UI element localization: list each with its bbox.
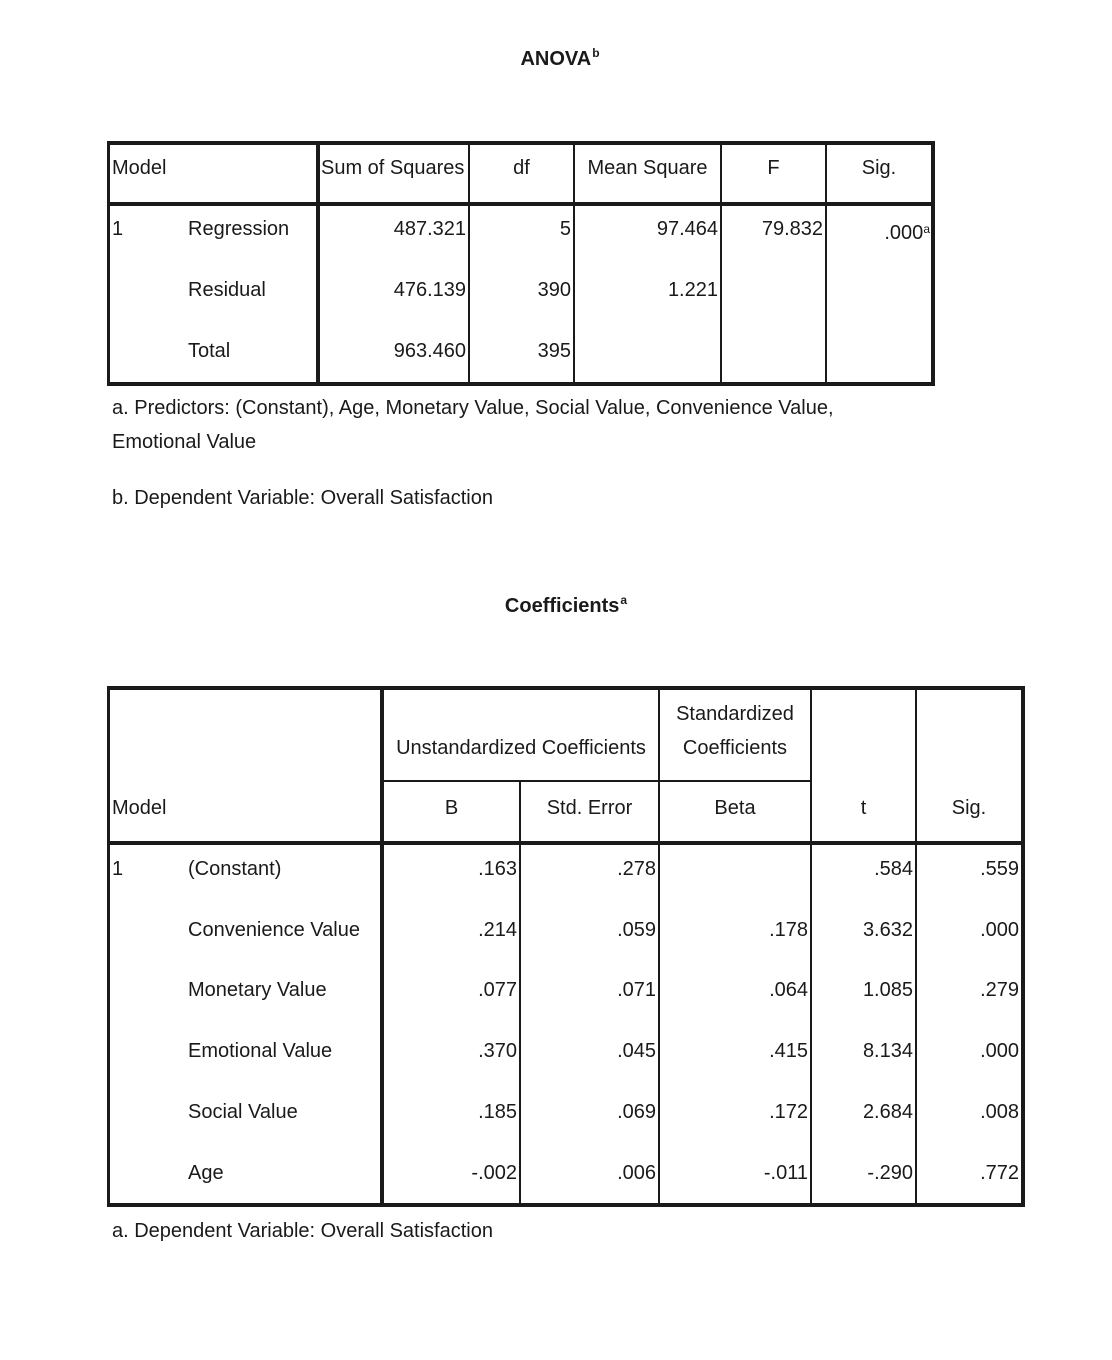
coef-cell-se: .045: [617, 1040, 656, 1062]
coef-cell-se: .059: [617, 919, 656, 941]
anova-row-label: Total: [188, 340, 231, 362]
coef-cell-t: .584: [874, 858, 913, 880]
coef-row-label: Emotional Value: [188, 1040, 333, 1062]
coef-cell-t: -.290: [867, 1162, 913, 1184]
coef-cell-se: .278: [617, 858, 656, 880]
coef-header-b: B: [444, 797, 459, 819]
anova-sig-value: .000: [884, 222, 924, 244]
coef-cell-b: .077: [478, 979, 517, 1001]
coef-bottom-border: [107, 1203, 1025, 1207]
anova-cell-df: 395: [537, 340, 571, 362]
anova-cell-df: 5: [559, 218, 571, 240]
coefficients-title-text: Coefficients: [504, 595, 620, 617]
coef-cell-beta: .172: [769, 1101, 808, 1123]
coef-cell-se: .069: [617, 1101, 656, 1123]
anova-row-label: Regression: [188, 218, 290, 240]
coef-header-std-error: Std. Error: [546, 797, 633, 819]
anova-header-ms: Mean Square: [587, 157, 708, 179]
coef-cell-se: .071: [617, 979, 656, 1001]
coef-cell-b: .370: [478, 1040, 517, 1062]
coef-cell-sig: .008: [980, 1101, 1019, 1123]
anova-header-sig: Sig.: [861, 157, 897, 179]
coef-cell-beta: .415: [769, 1040, 808, 1062]
coef-col-divider: [658, 686, 660, 1207]
anova-cell-ss: 963.460: [393, 340, 466, 362]
coef-row-label: Monetary Value: [188, 979, 327, 1001]
anova-header-model: Model: [112, 157, 167, 179]
anova-title-text: ANOVA: [520, 48, 592, 70]
coef-cell-b: .163: [478, 858, 517, 880]
coef-cell-se: .006: [617, 1162, 656, 1184]
coef-row-label: Convenience Value: [188, 919, 360, 941]
coef-cell-sig: .559: [980, 858, 1019, 880]
anova-footnote-b: b. Dependent Variable: Overall Satisfaction: [112, 487, 493, 509]
anova-model-number: 1: [112, 218, 124, 240]
coef-header-t: t: [860, 797, 867, 819]
coef-cell-sig: .279: [980, 979, 1019, 1001]
anova-cell-df: 390: [537, 279, 571, 301]
coef-group-unstandardized: Unstandardized Coefficients: [396, 737, 646, 759]
coef-cell-t: 1.085: [862, 979, 913, 1001]
coef-row-label: (Constant): [188, 858, 282, 880]
coef-cell-t: 8.134: [862, 1040, 913, 1062]
coef-header-model: Model: [112, 797, 167, 819]
coef-cell-beta: .178: [769, 919, 808, 941]
anova-footnote-a-line1: a. Predictors: (Constant), Age, Monetary Value, Social Value, Convenience Value,: [112, 397, 834, 419]
anova-row-label: Residual: [188, 279, 266, 301]
coef-top-border: [107, 686, 1025, 690]
coef-cell-b: .214: [478, 919, 517, 941]
coef-model-number: 1: [112, 858, 124, 880]
coef-header-sig: Sig.: [951, 797, 987, 819]
anova-footnote-a-line2: Emotional Value: [112, 431, 257, 453]
anova-cell-ss: 476.139: [393, 279, 466, 301]
anova-header-ss: Sum of Squares: [321, 157, 465, 179]
coef-cell-b: .185: [478, 1101, 517, 1123]
coefficients-footnote-a: a. Dependent Variable: Overall Satisfaction: [112, 1220, 493, 1242]
anova-header-f: F: [767, 157, 780, 179]
anova-title-sup: b: [592, 46, 600, 60]
anova-cell-f: 79.832: [761, 218, 823, 240]
coef-right-border: [1021, 686, 1025, 1207]
anova-sig-sup: a: [923, 222, 930, 236]
coef-left-border: [107, 686, 110, 1207]
anova-header-df: df: [513, 157, 530, 179]
anova-cell-ms: 1.221: [667, 279, 718, 301]
coef-cell-t: 3.632: [862, 919, 913, 941]
coef-col-divider: [810, 686, 812, 1207]
coef-cell-beta: -.011: [763, 1162, 808, 1184]
coef-cell-sig: .772: [980, 1162, 1019, 1184]
coef-cell-beta: .064: [769, 979, 808, 1001]
coef-header-rule: [107, 841, 1025, 845]
coef-group-rule: [383, 780, 812, 782]
coefficients-title-sup: a: [620, 593, 628, 607]
coef-group-standardized-line1: Standardized: [676, 703, 794, 725]
coef-col-divider-model: [380, 686, 384, 1207]
coef-cell-t: 2.684: [862, 1101, 913, 1123]
anova-cell-ss: 487.321: [393, 218, 466, 240]
coef-row-label: Age: [188, 1162, 224, 1184]
coef-cell-sig: .000: [980, 1040, 1019, 1062]
coef-col-divider: [915, 686, 917, 1207]
coef-cell-b: -.002: [471, 1162, 517, 1184]
anova-cell-ms: 97.464: [656, 218, 718, 240]
coef-group-standardized-line2: Coefficients: [682, 737, 788, 759]
coef-header-beta: Beta: [714, 797, 756, 819]
coef-row-label: Social Value: [188, 1101, 298, 1123]
coef-cell-sig: .000: [980, 919, 1019, 941]
